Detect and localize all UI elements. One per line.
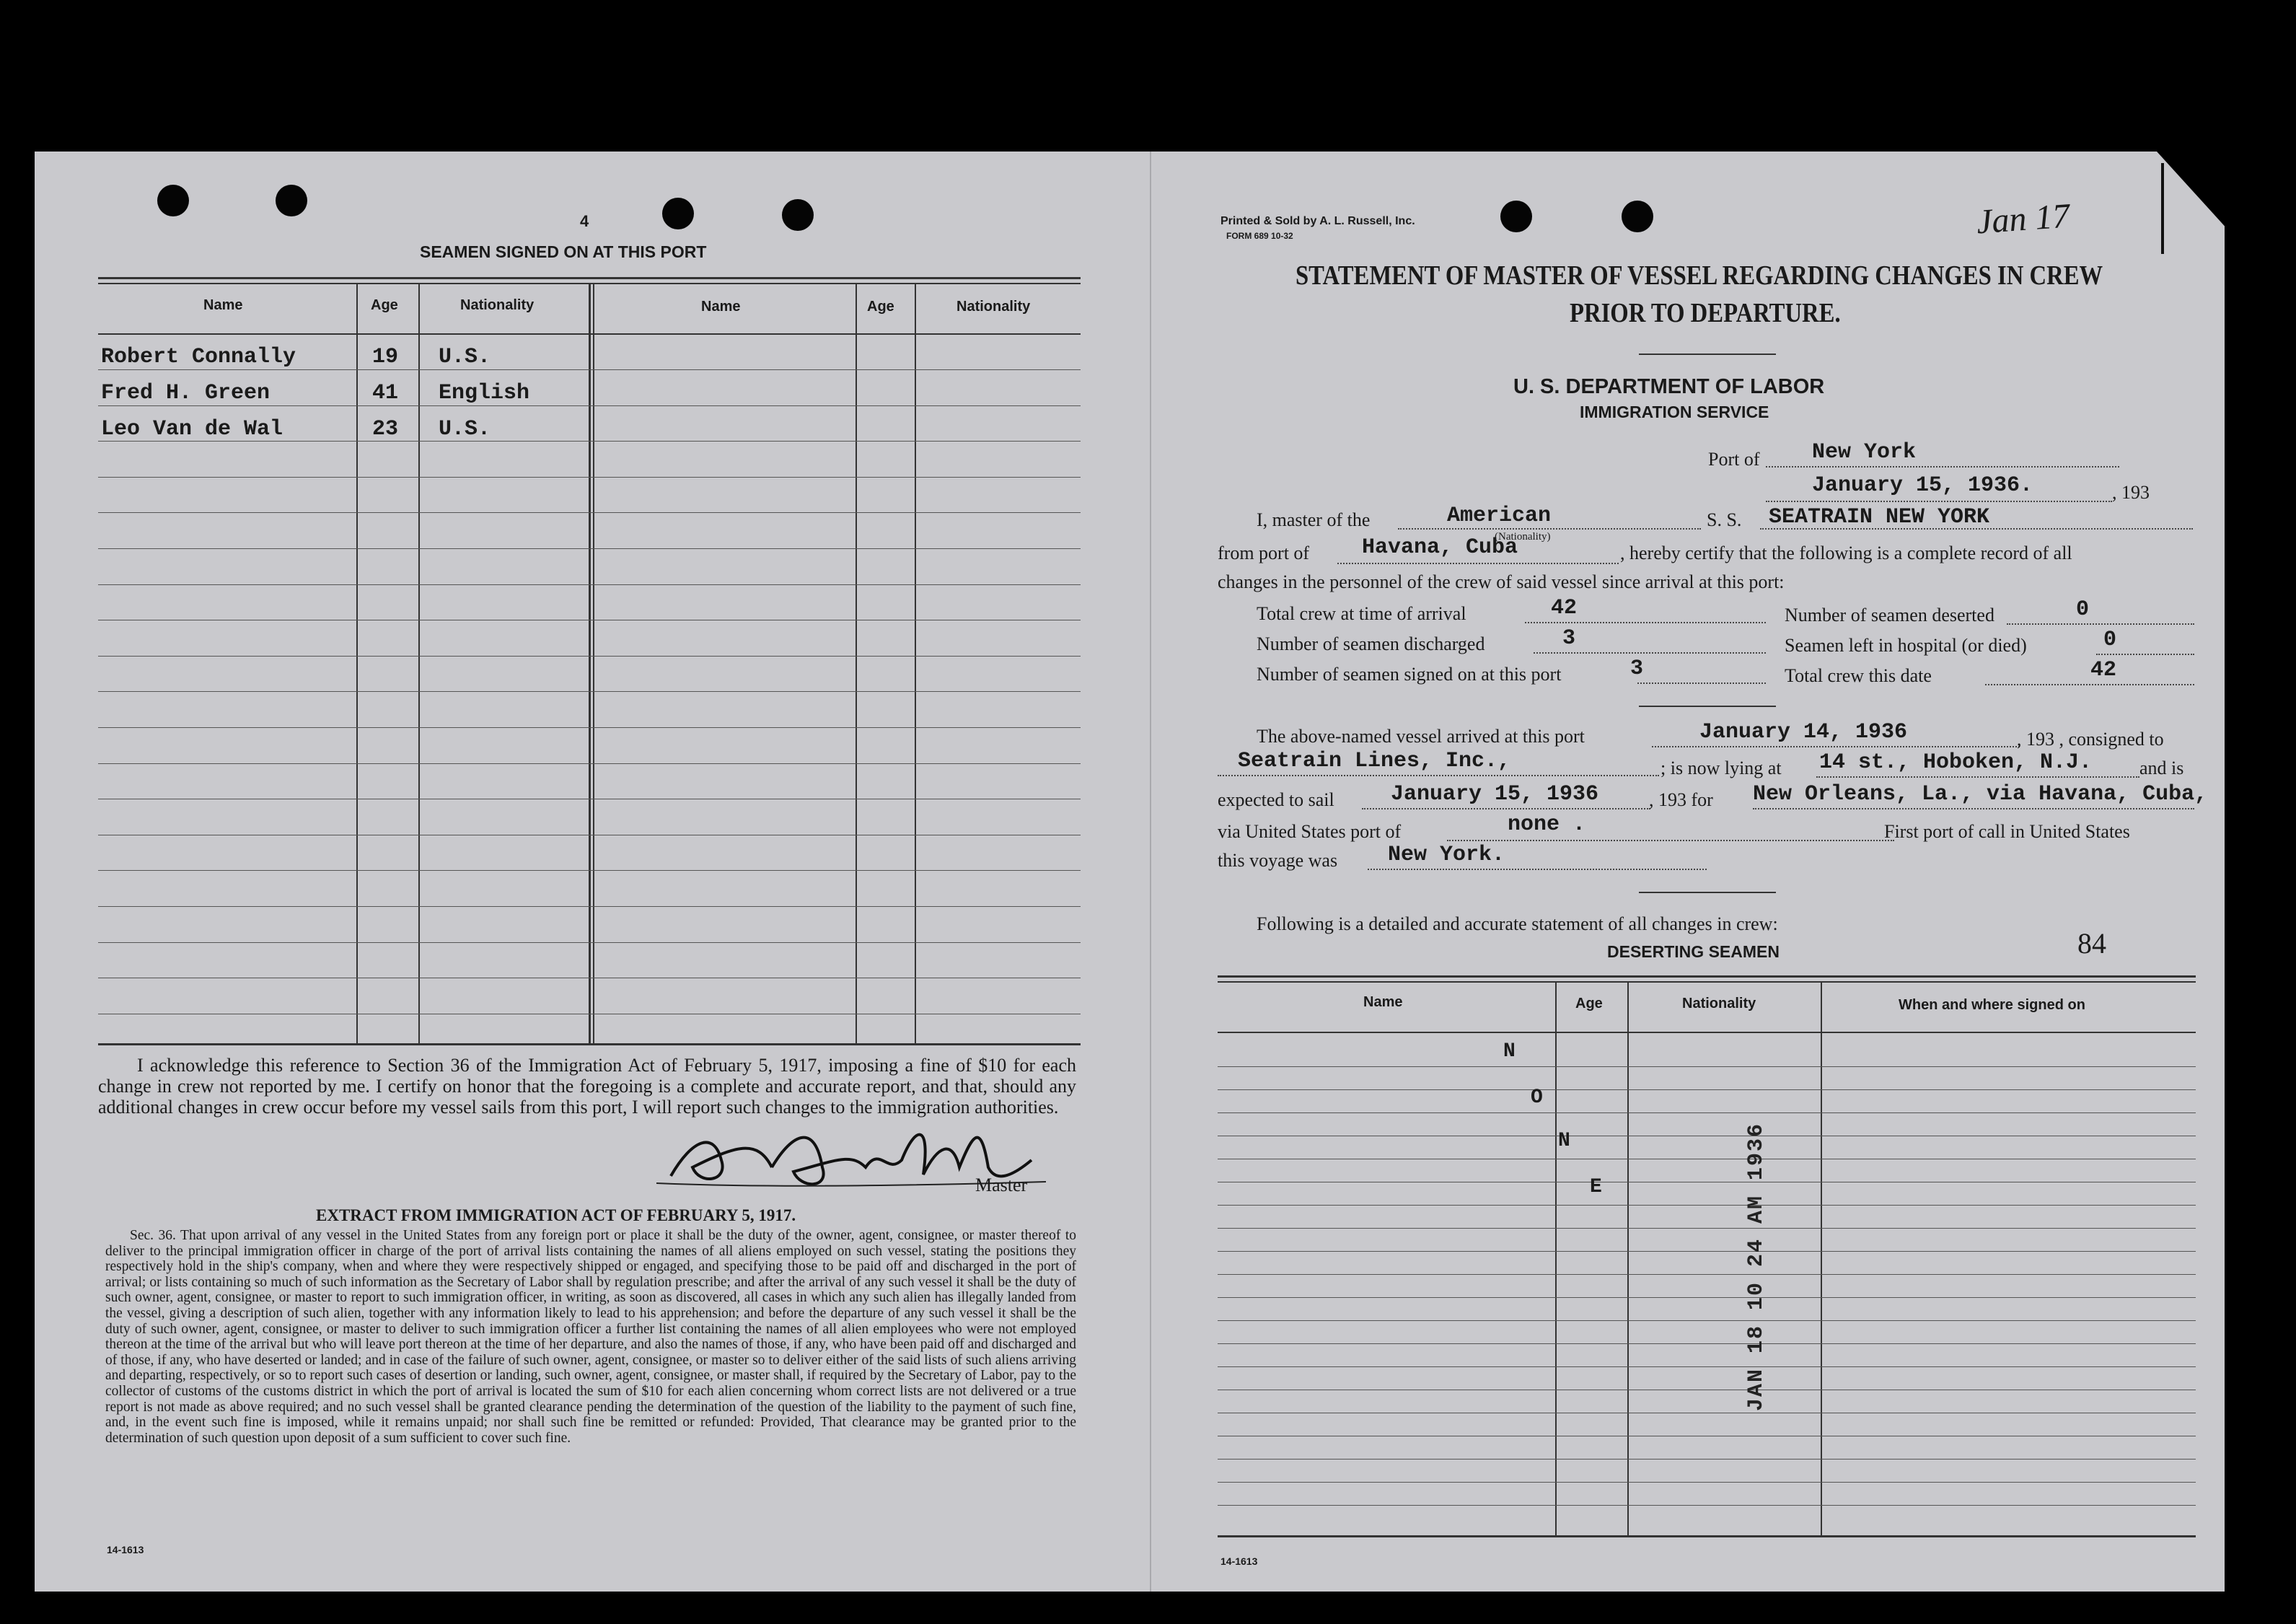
seaman-nationality: U.S. (439, 417, 491, 442)
fill-line (2007, 623, 2194, 625)
sail-date: January 15, 1936 (1391, 782, 1599, 807)
consigned-label: , 193 , consigned to (2017, 729, 2164, 750)
fill-line (1525, 622, 1766, 623)
punch-hole (157, 185, 189, 216)
row-rule (1218, 1343, 2196, 1344)
from-port-label: from port of (1218, 543, 1310, 563)
seaman-name: Leo Van de Wal (101, 417, 283, 442)
service: IMMIGRATION SERVICE (1580, 403, 1769, 421)
seaman-age: 19 (372, 345, 399, 369)
row-rule (1218, 1459, 2196, 1460)
certify-text: , hereby certify that the following is a complete record of all (1620, 543, 2072, 563)
deserting-seamen-title: DESERTING SEAMEN (1607, 942, 1780, 961)
row-rule (98, 763, 1081, 764)
fill-line (2096, 654, 2194, 655)
arrived-label: The above-named vessel arrived at this port (1257, 726, 1585, 747)
fill-line (1368, 869, 1707, 870)
title-rule (1639, 354, 1776, 355)
column-header-age: Age (1575, 996, 1603, 1011)
fill-line (1398, 528, 1701, 530)
none-letter: O (1531, 1087, 1543, 1109)
year-suffix: , 193 (2112, 482, 2150, 503)
column-header-nationality: Nationality (460, 297, 535, 313)
seaman-name: Robert Connally (101, 345, 296, 369)
row-rule (98, 584, 1081, 585)
row-rule (1218, 1320, 2196, 1321)
form-number: 14-1613 (1220, 1555, 1258, 1567)
fill-line (1447, 840, 1894, 841)
extract-title: EXTRACT FROM IMMIGRATION ACT OF FEBRUARY 5, 1917. (316, 1206, 796, 1224)
extract-text: Sec. 36. That upon arrival of any vessel in the United States from any foreign port or place it shall be the duty of the owner, agent, consignee, or master thereof to deliver to the principal immigration officer in charge of the port of arrival lists containing the names of all aliens employed on such vessel, stating the positions they respectively hold in the ship's company, when and where they were respectively shipped or engaged, and specifying those to be paid off and discharged in the port of arrival; or lists containing so much of such information as the Secretary of Labor shall by regulation prescribe; and after the arrival of any such vessel it shall be the duty of such owner, agent, consignee, or master to report to such immigration officer, in writing, as soon as discovered, all cases in which any such alien has illegally landed from the vessel, giving a description of such alien, together with any information likely to lead to his apprehension; and before the departure of any such vessel it shall be the duty of such owner, agent, consignee, or master to deliver to such immigration officer a further list containing the names of all alien employees who were not employed thereon at the time of the arrival but who will leave port thereon at the time of her departure, and also the names of those, if any, who have been paid off and discharged and of those, if any, who have deserted or landed; and in case of the failure of such owner, agent, consignee, or master so to deliver either of the said lists of such aliens arriving and departing, respectively, or so to report such cases of desertion or landing, such owner, agent, consignee, or master shall, if required by the Secretary of Labor, pay to the collector of customs of the customs district in which the port of arrival is located the sum of $10 for each alien concerning whom correct lists are not delivered or a true report is not made as above required; and no such vessel shall be granted clearance pending the determination of the question of the liability to the payment of such fine, and, in the event such fine is imposed, while it remains unpaid; nor shall such fine be remitted or refunded: Provided, That clearance may be granted prior to the determination of such question upon deposit of a sum sufficient to cover such fine. (105, 1228, 1076, 1446)
total-crew-arrival-label: Total crew at time of arrival (1257, 603, 1466, 624)
lying-label: ; is now lying at (1661, 758, 1782, 778)
column-header-age: Age (867, 299, 894, 315)
master-of-label: I, master of the (1257, 509, 1371, 530)
deserted-label: Number of seamen deserted (1785, 605, 1994, 626)
handwritten-number: 84 (2077, 927, 2106, 960)
voyage-label: this voyage was (1218, 850, 1338, 871)
punch-hole (782, 199, 814, 231)
row-rule (1218, 1482, 2196, 1483)
from-port-value: Havana, Cuba (1362, 535, 1518, 560)
none-letter: N (1503, 1040, 1516, 1063)
none-letter: E (1590, 1176, 1602, 1198)
seaman-age: 23 (372, 417, 399, 442)
received-stamp: JAN 18 10 24 AM 1936 (1744, 1122, 1769, 1411)
right-page (1151, 152, 2225, 1592)
table-rule (1218, 981, 2196, 983)
expected-label: expected to sail (1218, 789, 1334, 810)
discharged-label: Number of seamen discharged (1257, 633, 1485, 654)
table-rule (98, 277, 1081, 279)
row-rule (1218, 1205, 2196, 1206)
row-rule (1218, 1274, 2196, 1275)
column-header-nationality: Nationality (1682, 996, 1756, 1011)
table-divider (418, 284, 420, 1043)
fill-line (1985, 684, 2194, 685)
department: U. S. DEPARTMENT OF LABOR (1513, 375, 1825, 398)
date-value: January 15, 1936. (1812, 473, 2033, 498)
table-rule (1218, 975, 2196, 978)
punch-hole (1622, 201, 1653, 232)
fill-line (1816, 776, 2139, 778)
row-rule (98, 512, 1081, 513)
table-divider (915, 284, 916, 1043)
row-rule (98, 477, 1081, 478)
printer-form: FORM 689 10-32 (1226, 231, 1293, 241)
acknowledgement-text: I acknowledge this reference to Section 36 of the Immigration Act of February 5, 1917, imposing a fine of $10 for each change in crew not reported by me. I certify on honor that the foregoing is a complete and accurate report, and that, should any additional changes in crew occur before my vessel sails from this port, I will report such changes to the immigration authorities. (98, 1055, 1076, 1118)
table-rule (98, 1043, 1081, 1045)
page-number: 4 (580, 212, 589, 230)
punch-hole (276, 185, 307, 216)
row-rule (1218, 1251, 2196, 1252)
via-value: none . (1508, 812, 1586, 837)
certify-text-2: changes in the personnel of the crew of said vessel since arrival at this port: (1218, 571, 1785, 592)
row-rule (1218, 1228, 2196, 1229)
table-divider (356, 284, 358, 1043)
row-rule (1218, 1112, 2196, 1113)
handwritten-note: Jan 17 (1975, 196, 2072, 242)
fill-line (1362, 808, 1650, 809)
seaman-age: 41 (372, 381, 399, 405)
signed-on: 3 (1630, 657, 1644, 681)
row-rule (1218, 1089, 2196, 1090)
table-rule (1218, 1535, 2196, 1537)
punch-hole (662, 198, 694, 229)
fill-line (1534, 652, 1766, 654)
row-rule (1218, 1366, 2196, 1367)
table-divider (1821, 983, 1822, 1535)
punch-hole (1500, 201, 1532, 232)
nationality-caption: (Nationality) (1495, 531, 1551, 543)
fill-line (1766, 466, 2119, 468)
total-today: 42 (2090, 658, 2117, 682)
table-rule (1218, 1032, 2196, 1033)
column-header-name: Name (1363, 994, 1403, 1010)
row-rule (1218, 1297, 2196, 1298)
ss-label: S. S. (1707, 509, 1742, 530)
row-rule (98, 656, 1081, 657)
and-is: and is (2139, 758, 2184, 778)
column-header-age: Age (371, 297, 398, 313)
row-rule (98, 548, 1081, 549)
destination: New Orleans, La., via Havana, Cuba, (1753, 782, 2208, 807)
master-label: Master (975, 1175, 1028, 1195)
row-rule (98, 369, 1081, 370)
seaman-nationality: U.S. (439, 345, 491, 369)
column-header-name: Name (701, 299, 741, 315)
fill-line (1337, 563, 1619, 564)
margin-mark (2161, 163, 2164, 254)
row-rule (1218, 1505, 2196, 1506)
fill-line (1753, 808, 2194, 809)
form-number: 14-1613 (107, 1544, 144, 1555)
hospital: 0 (2103, 628, 2117, 652)
consignee: Seatrain Lines, Inc., (1238, 749, 1511, 773)
table-divider (589, 284, 591, 1043)
row-rule (98, 727, 1081, 728)
seaman-nationality: English (439, 381, 530, 405)
fill-line (1766, 501, 2112, 502)
printer-credit: Printed & Sold by A. L. Russell, Inc. (1220, 215, 1415, 227)
seaman-name: Fred H. Green (101, 381, 270, 405)
via-label: via United States port of (1218, 821, 1402, 842)
fill-line (1637, 682, 1766, 684)
row-rule (98, 906, 1081, 907)
form-title-line1: STATEMENT OF MASTER OF VESSEL REGARDING CHANGES IN CREW (1296, 260, 2103, 291)
hospital-label: Seamen left in hospital (or died) (1785, 635, 2027, 656)
discharged: 3 (1562, 626, 1576, 651)
table-divider (855, 284, 857, 1043)
column-header-when-where: When and where signed on (1899, 997, 2085, 1013)
table-divider (593, 284, 594, 1043)
signed-on-title: SEAMEN SIGNED ON AT THIS PORT (420, 242, 707, 261)
form-title-line2: PRIOR TO DEPARTURE. (1570, 298, 1841, 328)
row-rule (98, 942, 1081, 943)
nationality-value: American (1447, 504, 1552, 528)
column-header-nationality: Nationality (956, 299, 1031, 315)
port-value: New York (1812, 440, 1917, 465)
section-rule (1639, 892, 1776, 893)
row-rule (98, 691, 1081, 692)
signed-on-label: Number of seamen signed on at this port (1257, 664, 1562, 685)
fill-line (1652, 746, 2020, 747)
row-rule (1218, 1066, 2196, 1067)
table-divider (1555, 983, 1557, 1535)
following-text: Following is a detailed and accurate statement of all changes in crew: (1257, 913, 1778, 934)
table-divider (1627, 983, 1629, 1535)
deserted: 0 (2076, 597, 2090, 622)
ship-name: SEATRAIN NEW YORK (1769, 505, 1990, 530)
arrived-date: January 14, 1936 (1699, 720, 1908, 745)
for-label: , 193 for (1649, 789, 1713, 810)
corner-cut (2157, 152, 2229, 231)
none-letter: N (1558, 1130, 1570, 1152)
column-header-name: Name (203, 297, 243, 313)
total-today-label: Total crew this date (1785, 665, 1932, 686)
first-port-label: First port of call in United States (1884, 821, 2130, 842)
total-crew-arrival: 42 (1551, 596, 1578, 620)
section-rule (1639, 706, 1776, 707)
voyage-value: New York. (1388, 843, 1505, 867)
port-label: Port of (1708, 449, 1760, 470)
fill-line (1218, 775, 1659, 776)
row-rule (98, 870, 1081, 871)
lying-at: 14 st., Hoboken, N.J. (1819, 750, 2093, 775)
